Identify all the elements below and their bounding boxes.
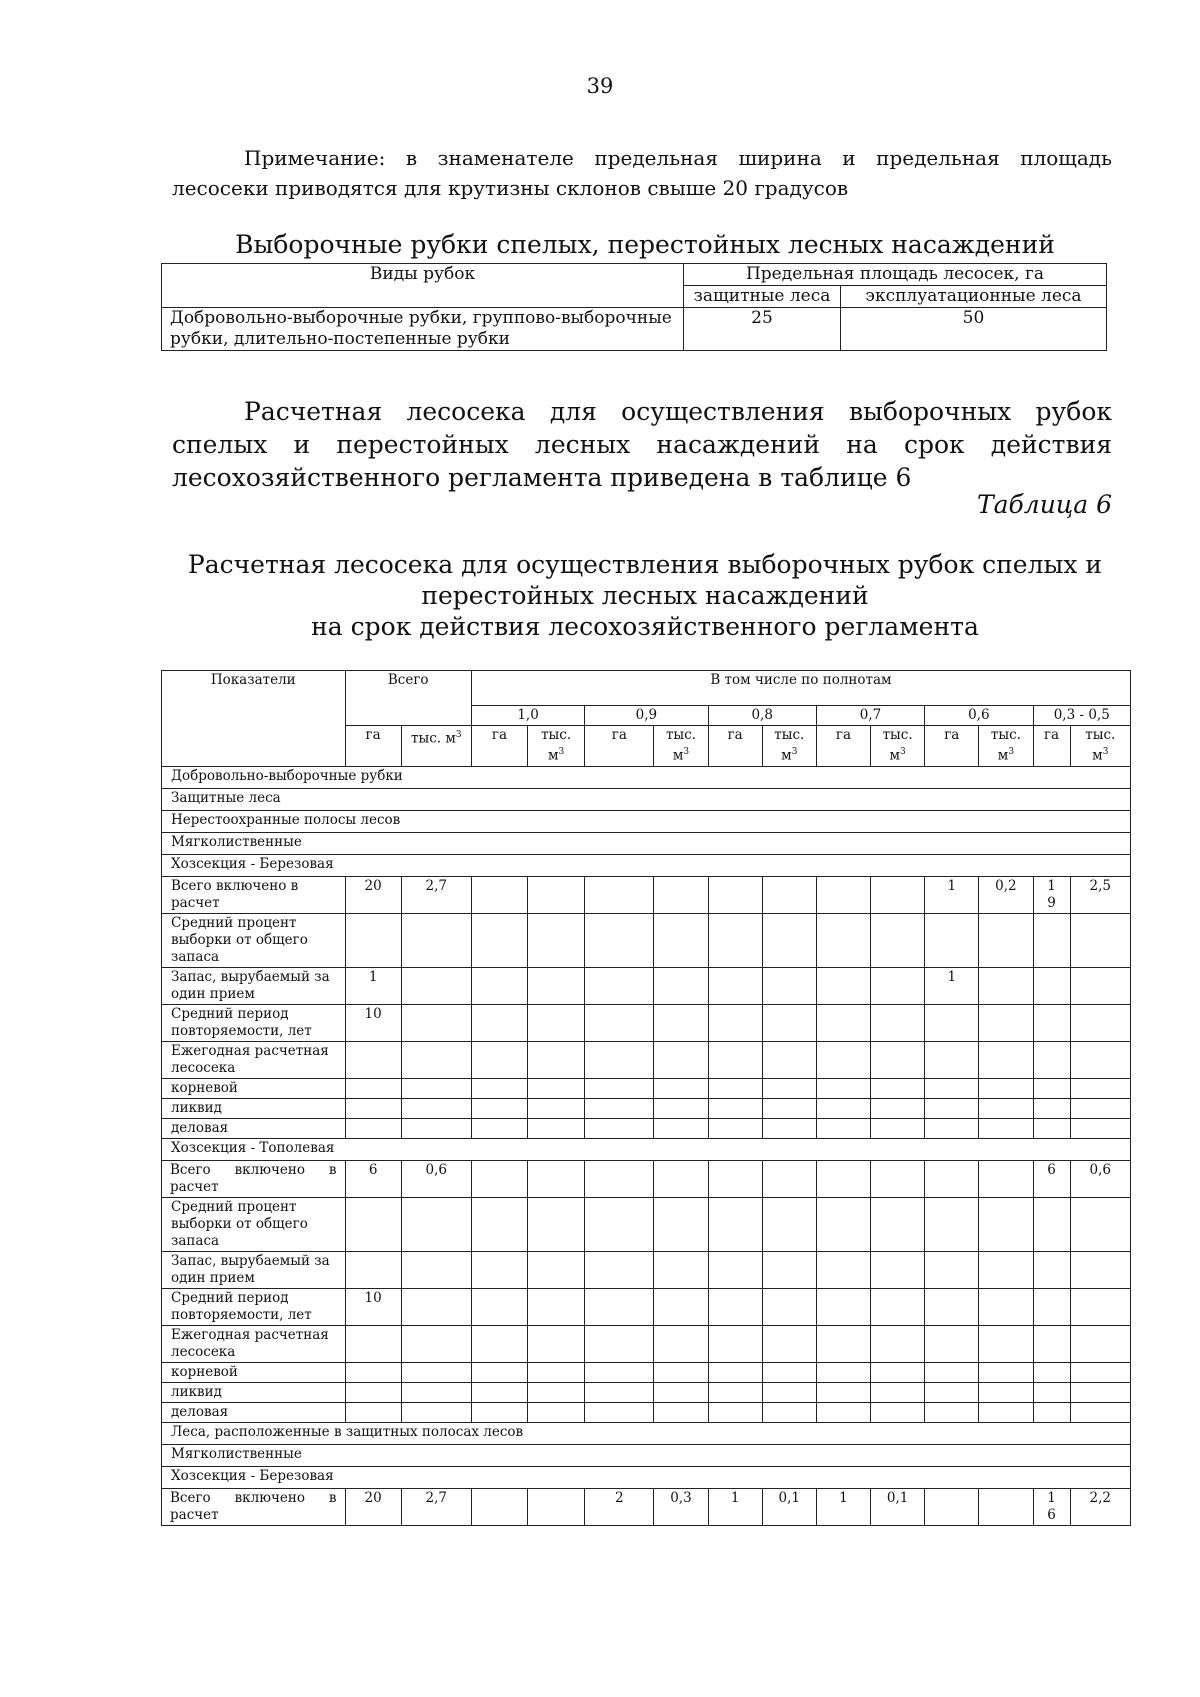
t2-header-total: Всего — [345, 671, 471, 726]
table-row — [162, 1288, 1131, 1325]
t2-unit-ha: га — [345, 726, 401, 767]
t2-header-density: 1,0 — [471, 706, 584, 726]
table1-title: Выборочные рубки спелых, перестойных лесных насаждений — [235, 230, 1055, 259]
table-row — [162, 1402, 1131, 1422]
note-paragraph: Примечание: в знаменателе предельная ширина и предельная площадь лесосеки приводятся для крутизны склонов свыше 20 градусов — [172, 146, 1112, 200]
t2-section-row: Хозсекция - Тополевая — [162, 1138, 1131, 1160]
table2-title-line: Расчетная лесосека для осуществления выборочных рубок спелых и — [187, 550, 1103, 579]
t2-section-row: Леса, расположенные в защитных полосах лесов — [162, 1422, 1131, 1444]
t2-cell: 0,2 — [979, 876, 1033, 913]
t2-row-label: деловая — [162, 1118, 346, 1138]
table-row — [162, 1251, 1131, 1288]
page-number: 39 — [586, 74, 614, 98]
t2-cell: 2,5 — [1070, 876, 1130, 913]
t2-row-label: Всего в включено расчет — [162, 1488, 346, 1525]
t2-header-density: 0,8 — [708, 706, 816, 726]
t2-cell: 10 — [345, 1288, 401, 1325]
t2-row-label: ликвид — [162, 1382, 346, 1402]
t2-cell: 0,6 — [1070, 1160, 1130, 1197]
t2-row-label: Средний процент выборки от общего запаса — [162, 1197, 346, 1251]
t2-section-row: Добровольно-выборочные рубки — [162, 766, 1131, 788]
t2-header-density: 0,6 — [925, 706, 1033, 726]
t2-unit-ha: га — [471, 726, 527, 767]
t2-cell: 1 — [345, 967, 401, 1004]
t2-row-label: Всего включено в расчет — [162, 876, 346, 913]
t2-section-row: Нерестоохранные полосы лесов — [162, 810, 1131, 832]
t2-cell: 2,7 — [401, 876, 471, 913]
t2-row-label: ликвид — [162, 1098, 346, 1118]
table-row — [162, 1382, 1131, 1402]
table-row — [162, 1488, 1131, 1525]
t2-cell: 0,3 — [654, 1488, 708, 1525]
t2-row-label: Запас, вырубаемый за один прием — [162, 1251, 346, 1288]
t2-unit-ha: га — [925, 726, 979, 767]
t2-row-label: корневой — [162, 1362, 346, 1382]
t2-row-label: Ежегодная расчетная лесосека — [162, 1325, 346, 1362]
table-row — [162, 1325, 1131, 1362]
t2-row-label: корневой — [162, 1078, 346, 1098]
t2-header-density: 0,9 — [585, 706, 708, 726]
t2-unit-ha: га — [585, 726, 654, 767]
t2-header-by-density: В том числе по полнотам — [471, 671, 1130, 706]
table-row — [162, 1004, 1131, 1041]
t1-row-protective: 25 — [684, 308, 841, 351]
t2-header-indicators: Показатели — [162, 671, 346, 767]
t2-cell: 1 — [925, 876, 979, 913]
t1-header-exploitation: эксплуатационные леса — [841, 286, 1107, 308]
t2-cell: 1 — [816, 1488, 870, 1525]
t2-unit-thousand-m3: тыс. $м^3$ — [1070, 726, 1130, 767]
t2-unit-thousand-m3: тыс. $м^3$ — [528, 726, 585, 767]
t2-row-label: Запас, вырубаемый за один прием — [162, 967, 346, 1004]
t2-unit-ha: га — [816, 726, 870, 767]
t2-unit-thousand-m3: тыс. $м^3$ — [979, 726, 1033, 767]
selective-cuttings-limits-table — [161, 263, 1107, 351]
table-row — [162, 1118, 1131, 1138]
table-row — [162, 876, 1131, 913]
table-row — [162, 1362, 1131, 1382]
t2-header-density: 0,7 — [816, 706, 924, 726]
t2-cell: 1 6 — [1033, 1488, 1070, 1525]
t2-row-label: деловая — [162, 1402, 346, 1422]
t2-cell: 2,7 — [401, 1488, 471, 1525]
t1-header-kind: Виды рубок — [162, 264, 684, 308]
table2-title — [160, 549, 1130, 642]
t2-cell: 2 — [585, 1488, 654, 1525]
calculated-cutting-area-table — [161, 670, 1131, 1526]
t2-row-label: Средний период повторяемости, лет — [162, 1288, 346, 1325]
t2-section-row: Защитные леса — [162, 788, 1131, 810]
t2-row-label: Всего в включено расчет — [162, 1160, 346, 1197]
table-row — [162, 1098, 1131, 1118]
t2-cell: 0,1 — [871, 1488, 925, 1525]
t2-cell: 1 — [925, 967, 979, 1004]
t2-cell: 2,2 — [1070, 1488, 1130, 1525]
t2-unit-ha: га — [1033, 726, 1070, 767]
table-row — [162, 1197, 1131, 1251]
t2-cell: 1 — [708, 1488, 762, 1525]
table-row — [162, 1078, 1131, 1098]
t2-cell: 6 — [345, 1160, 401, 1197]
table2-title-line: перестойных лесных насаждений — [421, 581, 869, 610]
t2-cell: 0,6 — [401, 1160, 471, 1197]
t2-unit-thousand-m3: тыс. $м^3$ — [762, 726, 816, 767]
t2-row-label: Ежегодная расчетная лесосека — [162, 1041, 346, 1078]
t2-section-row: Мягколиственные — [162, 1444, 1131, 1466]
t2-row-label: Средний процент выборки от общего запаса — [162, 913, 346, 967]
intro-paragraph: Расчетная лесосека для осуществления выборочных рубок спелых и перестойных лесных насаждений на срок действия лесохозяйственного регламента приведена в таблице 6 — [172, 397, 1112, 492]
t2-unit-thousand-m3: тыс. $м^3$ — [654, 726, 708, 767]
table-row — [162, 913, 1131, 967]
t2-cell: 6 — [1033, 1160, 1070, 1197]
t1-row-label: Добровольно-выборочные рубки, группово-выборочные рубки, длительно-постепенные рубки — [162, 308, 684, 351]
t2-cell: 0,1 — [762, 1488, 816, 1525]
t2-row-label: Средний период повторяемости, лет — [162, 1004, 346, 1041]
t2-unit-thousand-m3: тыс. $м^3$ — [401, 726, 471, 767]
table-row — [162, 1041, 1131, 1078]
t2-unit-ha: га — [708, 726, 762, 767]
t2-unit-thousand-m3: тыс. $м^3$ — [871, 726, 925, 767]
table-label: Таблица 6 — [976, 490, 1112, 519]
t2-cell: 20 — [345, 876, 401, 913]
t1-row-exploitation: 50 — [841, 308, 1107, 351]
t1-header-area: Предельная площадь лесосек, га — [684, 264, 1107, 286]
t2-cell: 1 9 — [1033, 876, 1070, 913]
t2-header-density: 0,3 - 0,5 — [1033, 706, 1131, 726]
t2-section-row: Хозсекция - Березовая — [162, 1466, 1131, 1488]
t1-header-protective: защитные леса — [684, 286, 841, 308]
table-row — [162, 967, 1131, 1004]
t2-section-row: Хозсекция - Березовая — [162, 854, 1131, 876]
t2-cell: 10 — [345, 1004, 401, 1041]
t2-cell: 20 — [345, 1488, 401, 1525]
t2-section-row: Мягколиственные — [162, 832, 1131, 854]
table-row — [162, 1160, 1131, 1197]
table2-title-line: на срок действия лесохозяйственного регламента — [311, 612, 979, 641]
